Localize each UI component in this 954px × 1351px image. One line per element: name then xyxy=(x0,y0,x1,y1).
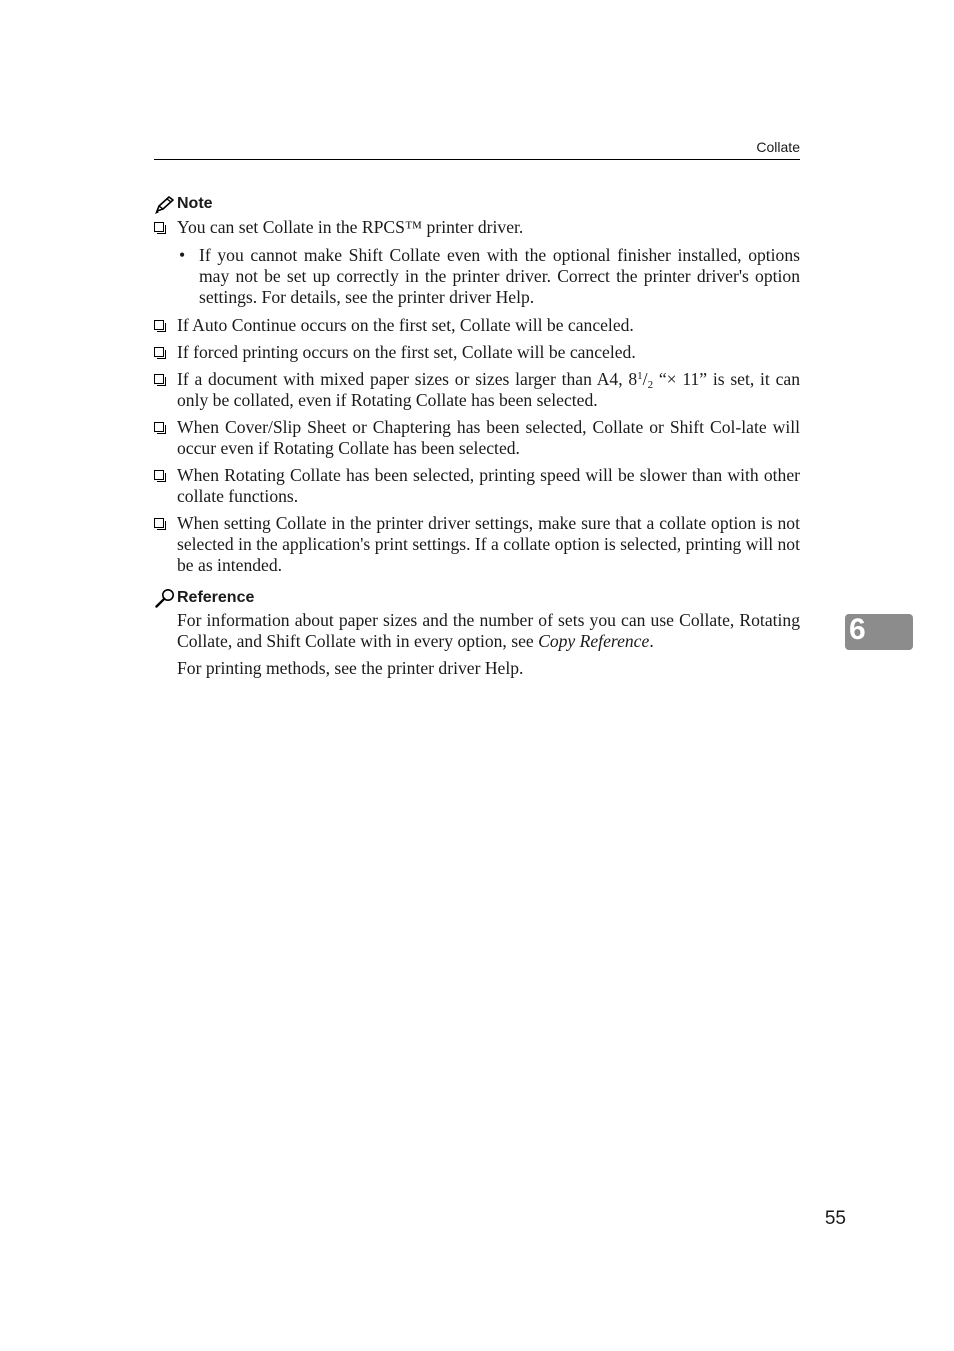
note-item-text: You can set Collate in the RPCS™ printer driver. xyxy=(177,217,524,237)
note-item-text: If a document with mixed paper sizes or sizes larger than A4, 8 xyxy=(177,369,638,389)
note-sub-bullet xyxy=(154,245,800,308)
note-item-text: When setting Collate in the printer driver settings, make sure that a collate option is not selected in the application's print settings. If a collate option is selected, printing will not be as intended. xyxy=(177,513,800,575)
reference-heading-label: Reference xyxy=(177,589,255,606)
magnifier-icon xyxy=(154,588,176,608)
note-item-text: When Cover/Slip Sheet or Chaptering has been selected, Collate or Shift Col-late will occur even if Rotating Collate has been selected. xyxy=(177,417,800,458)
reference-paragraph xyxy=(154,658,800,679)
pencil-icon xyxy=(154,196,176,214)
checkbox-icon xyxy=(154,347,164,357)
running-head: Collate xyxy=(756,139,800,155)
reference-heading xyxy=(154,584,800,608)
note-item-text: If Auto Continue occurs on the first set, Collate will be canceled. xyxy=(177,315,634,335)
checkbox-icon xyxy=(154,518,164,528)
note-item-text: “× 11” is set, it can only be collated, even if Rotating Collate has been selected. xyxy=(177,369,800,410)
reference-text: For printing methods, see the printer driver Help. xyxy=(177,658,524,678)
note-heading-label: Note xyxy=(177,195,213,212)
checkbox-icon xyxy=(154,422,164,432)
note-item xyxy=(154,417,800,459)
page-number: 55 xyxy=(824,1208,846,1229)
note-item xyxy=(154,217,800,238)
reference-text-end: . xyxy=(649,631,654,651)
chapter-number: 6 xyxy=(849,613,866,646)
note-item-text: If forced printing occurs on the first set, Collate will be canceled. xyxy=(177,342,636,362)
fraction-denominator: 2 xyxy=(647,379,654,391)
note-heading xyxy=(154,190,800,214)
chapter-tab xyxy=(845,614,913,650)
checkbox-icon xyxy=(154,222,164,232)
note-sub-bullet-text: If you cannot make Shift Collate even with the optional finisher installed, options may not be set up correctly in the printer driver. Correct the printer driver's option settings. For details, see the printer driver Help. xyxy=(199,245,800,307)
checkbox-icon xyxy=(154,470,164,480)
note-item xyxy=(154,315,800,336)
header-rule xyxy=(154,159,800,160)
fraction-numerator: 1 xyxy=(637,370,643,382)
checkbox-icon xyxy=(154,374,164,384)
reference-book-title: Copy Reference xyxy=(538,631,650,651)
reference-paragraph xyxy=(154,610,800,652)
reference-text: For information about paper sizes and the number of sets you can use Collate, Rotating Collate, and Shift Collate with in every option, see xyxy=(177,610,800,651)
note-item xyxy=(154,465,800,507)
note-item xyxy=(154,342,800,363)
bullet-icon: • xyxy=(179,245,186,265)
note-item xyxy=(154,513,800,576)
checkbox-icon xyxy=(154,320,164,330)
note-item xyxy=(154,369,800,411)
fraction-slash: / xyxy=(642,369,648,389)
page-content xyxy=(154,190,800,679)
note-item-text: When Rotating Collate has been selected, printing speed will be slower than with other collate functions. xyxy=(177,465,800,506)
